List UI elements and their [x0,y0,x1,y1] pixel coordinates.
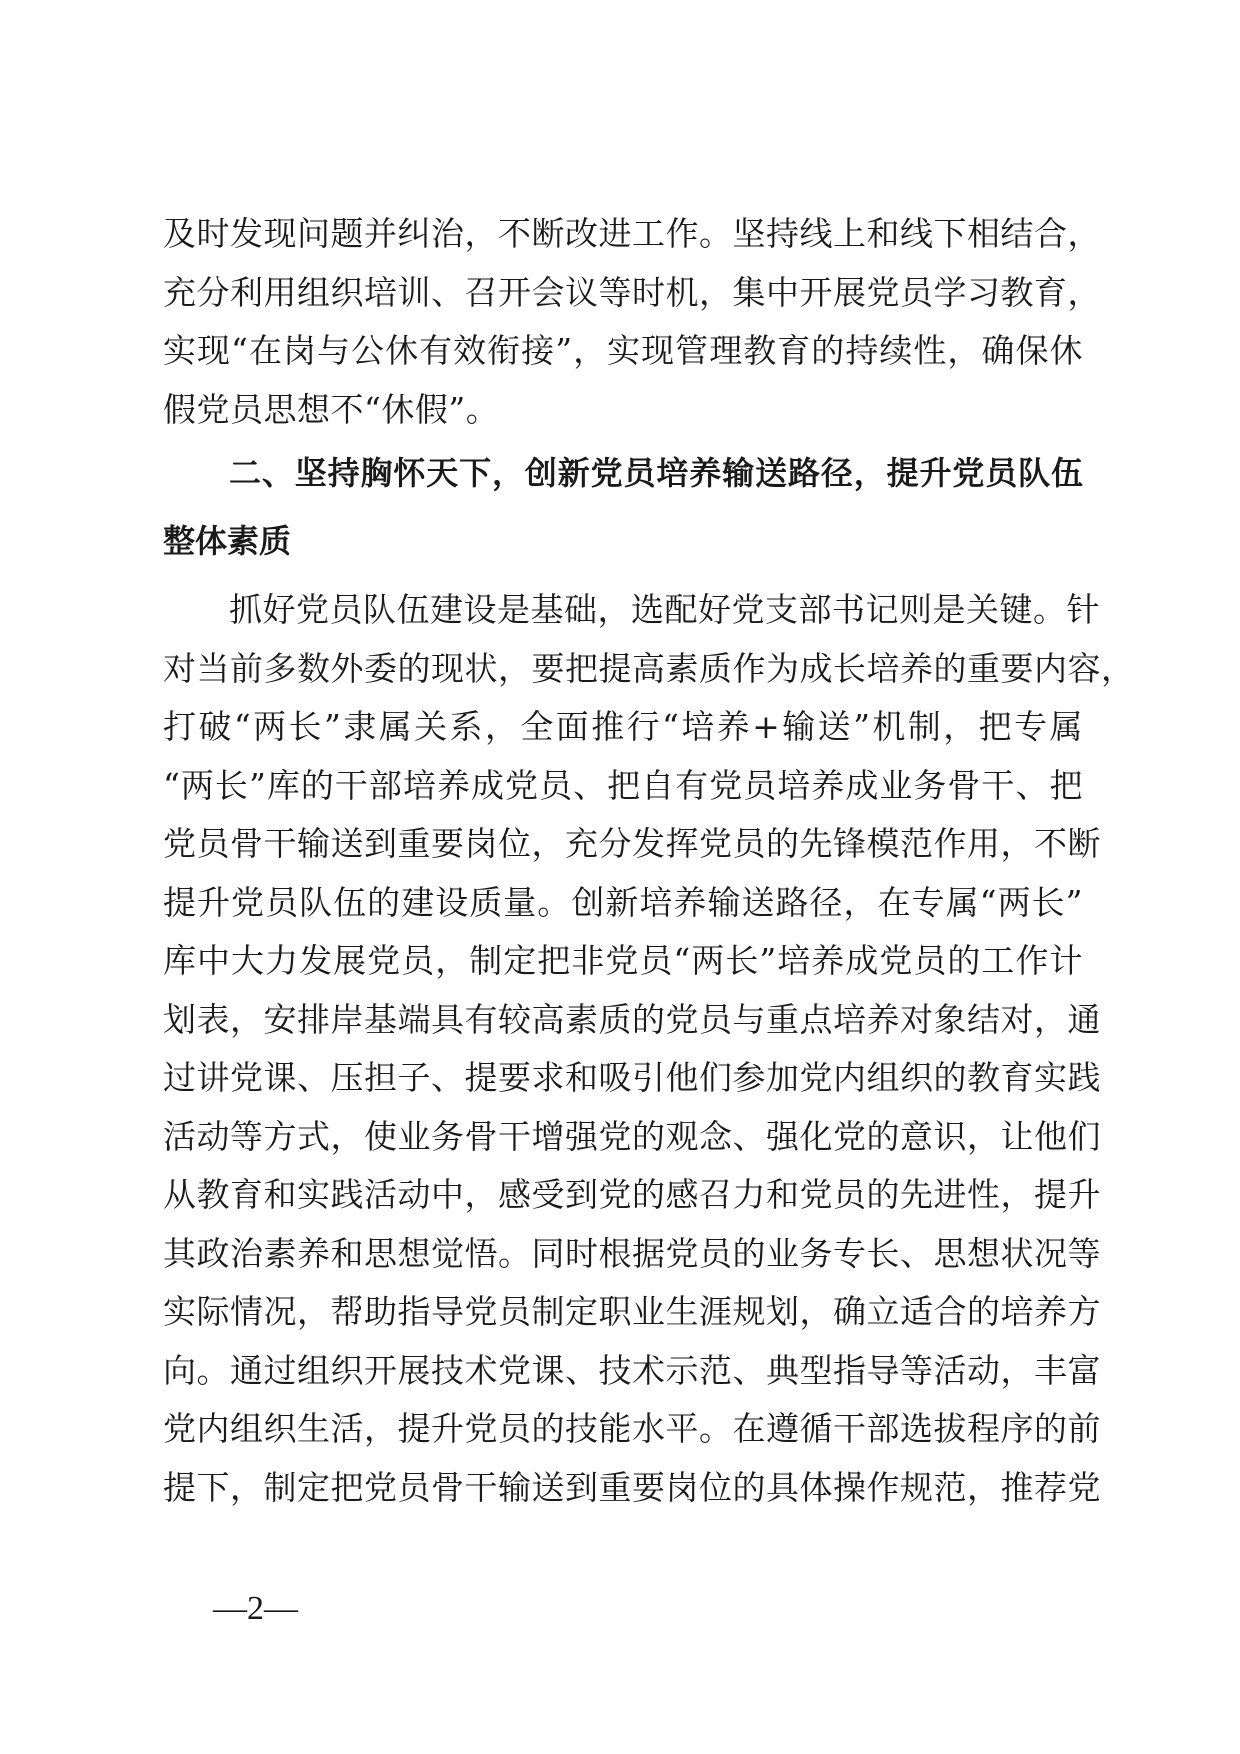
paragraph-line: 党员骨干输送到重要岗位，充分发挥党员的先锋模范作用，不断 [163,824,1101,863]
paragraph-line: 及时发现问题并纠治，不断改进工作。坚持线上和线下相结合， [163,214,1101,253]
paragraph-line: 对当前多数外委的现状，要把提高素质作为成长培养的重要内容， [163,648,1135,688]
paragraph-line: 假党员思想不“休假”。 [163,389,500,429]
paragraph-line: 党内组织生活，提升党员的技能水平。在遵循干部选拔程序的前 [163,1409,1101,1448]
section-heading-line: 整体素质 [163,522,292,560]
paragraph-line: 划表，安排岸基端具有较高素质的党员与重点培养对象结对，通 [163,999,1101,1039]
paragraph-line: 充分利用组织培训、召开会议等时机，集中开展党员学习教育， [163,272,1101,312]
section-heading-line: 二、坚持胸怀天下，创新党员培养输送路径，提升党员队伍 [229,454,1083,492]
paragraph-line: 实现“在岗与公休有效衔接”，实现管理教育的持续性，确保休 [163,331,1083,370]
paragraph-line: 库中大力发展党员，制定把非党员“两长”培养成党员的工作计 [163,941,1083,980]
paragraph-line: 抓好党员队伍建设是基础，选配好党支部书记则是关键。针 [229,590,1100,629]
paragraph-line: 从教育和实践活动中，感受到党的感召力和党员的先进性，提升 [163,1175,1101,1214]
page-number: —2— [213,1590,298,1627]
paragraph-line: 实际情况，帮助指导党员制定职业生涯规划，确立适合的培养方 [163,1292,1101,1331]
paragraph-line: 提升党员队伍的建设质量。创新培养输送路径，在专属“两长” [163,882,1083,922]
paragraph-line: 打破“两长”隶属关系，全面推行“培养+输送”机制，把专属 [163,707,1083,746]
paragraph-1 [163,205,1101,439]
paragraph-line: 向。通过组织开展技术党课、技术示范、典型指导等活动，丰富 [163,1350,1101,1390]
paragraph-line: “两长”库的干部培养成党员、把自有党员培养成业务骨干、把 [163,765,1083,805]
section-heading [163,439,1083,575]
paragraph-line: 提下，制定把党员骨干输送到重要岗位的具体操作规范，推荐党 [163,1467,1101,1507]
document-body [163,205,1135,1517]
paragraph-line: 其政治素养和思想觉悟。同时根据党员的业务专长、思想状况等 [163,1233,1101,1273]
paragraph-line: 活动等方式，使业务骨干增强党的观念、强化党的意识，让他们 [163,1116,1101,1156]
paragraph-line: 过讲党课、压担子、提要求和吸引他们参加党内组织的教育实践 [163,1058,1101,1097]
paragraph-2 [163,581,1135,1517]
